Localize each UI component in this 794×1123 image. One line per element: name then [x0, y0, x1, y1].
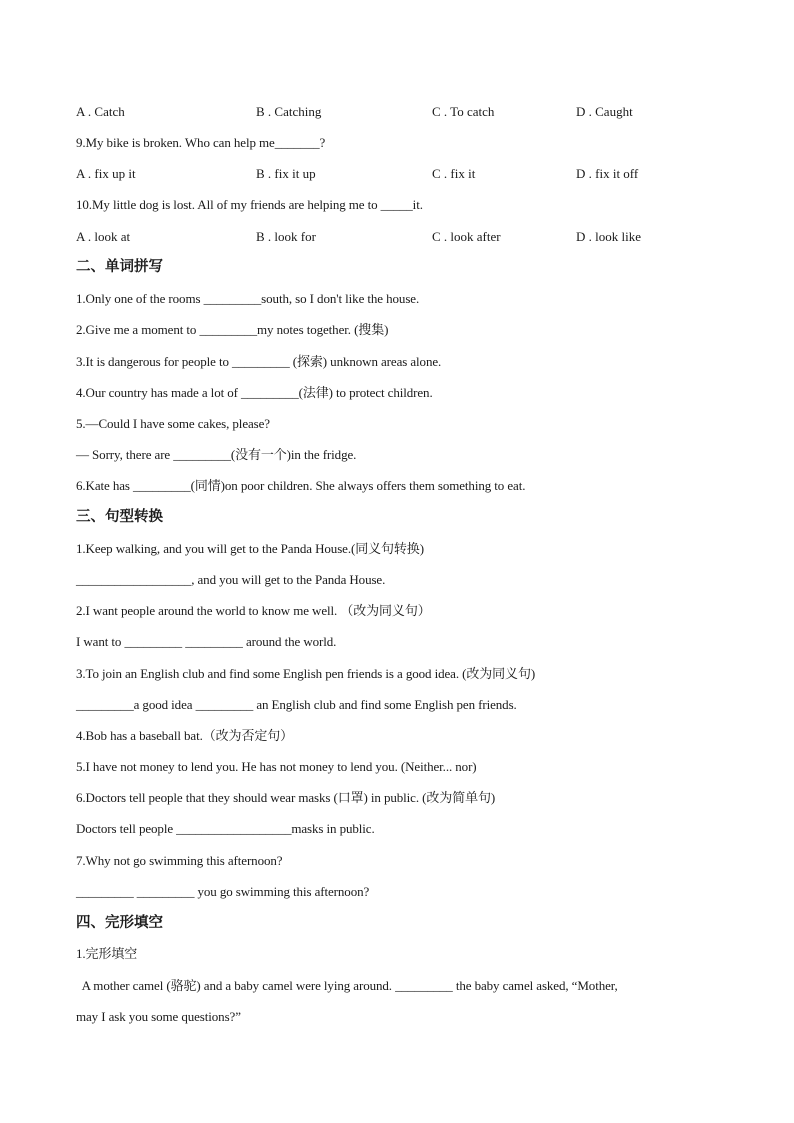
transform-item: _________ _________ you go swimming this afternoon? [76, 884, 370, 899]
q10-option-c: C . look after [432, 229, 501, 244]
spelling-item: 3.It is dangerous for people to _________ (探索) unknown areas alone. [76, 354, 442, 369]
q8-option-a: A . Catch [76, 104, 125, 119]
transform-item: 4.Bob has a baseball bat.（改为否定句） [76, 728, 294, 743]
q9-option-b: B . fix it up [256, 166, 316, 181]
transform-item: 7.Why not go swimming this afternoon? [76, 853, 283, 868]
transform-item: 6.Doctors tell people that they should wear masks (口罩) in public. (改为简单句) [76, 790, 496, 805]
q8-option-c: C . To catch [432, 104, 495, 119]
q8-option-b: B . Catching [256, 104, 322, 119]
transform-item: 5.I have not money to lend you. He has not money to lend you. (Neither... nor) [76, 759, 477, 774]
transform-item: __________________, and you will get to the Panda House. [76, 572, 386, 587]
cloze-paragraph-line: A mother camel (骆驼) and a baby camel were lying around. _________ the baby camel asked, “Mother, [76, 978, 618, 993]
section-heading-transform: 三、句型转换 [76, 509, 163, 525]
q8-option-d: D . Caught [576, 104, 633, 119]
q10-option-a: A . look at [76, 229, 131, 244]
q9-option-d: D . fix it off [576, 166, 639, 181]
spelling-item: 4.Our country has made a lot of _________(法律) to protect children. [76, 385, 433, 400]
transform-item: I want to _________ _________ around the world. [76, 634, 337, 649]
spelling-item: 1.Only one of the rooms _________south, so I don't like the house. [76, 291, 420, 306]
transform-item: 2.I want people around the world to know me well. （改为同义句） [76, 603, 431, 618]
transform-item: Doctors tell people __________________masks in public. [76, 821, 375, 836]
question-9: 9.My bike is broken. Who can help me_______? [76, 135, 326, 150]
spelling-item: 5.—Could I have some cakes, please? [76, 416, 270, 431]
spelling-item: 6.Kate has _________(同情)on poor children. She always offers them something to eat. [76, 478, 526, 493]
transform-item: 1.Keep walking, and you will get to the Panda House.(同义句转换) [76, 541, 424, 556]
question-10: 10.My little dog is lost. All of my friends are helping me to _____it. [76, 197, 423, 212]
q10-option-b: B . look for [256, 229, 316, 244]
cloze-label: 1.完形填空 [76, 946, 138, 961]
transform-item: 3.To join an English club and find some English pen friends is a good idea. (改为同义句) [76, 666, 536, 681]
spelling-item: 2.Give me a moment to _________my notes together. (搜集) [76, 322, 389, 337]
q10-option-d: D . look like [576, 229, 641, 244]
section-heading-cloze: 四、完形填空 [76, 915, 163, 931]
cloze-paragraph-line: may I ask you some questions?” [76, 1009, 241, 1024]
q9-option-a: A . fix up it [76, 166, 136, 181]
spelling-item: — Sorry, there are _________(没有一个)in the fridge. [76, 447, 357, 462]
transform-item: _________a good idea _________ an English club and find some English pen friends. [76, 697, 517, 712]
section-heading-spelling: 二、单词拼写 [76, 259, 163, 275]
q9-option-c: C . fix it [432, 166, 476, 181]
